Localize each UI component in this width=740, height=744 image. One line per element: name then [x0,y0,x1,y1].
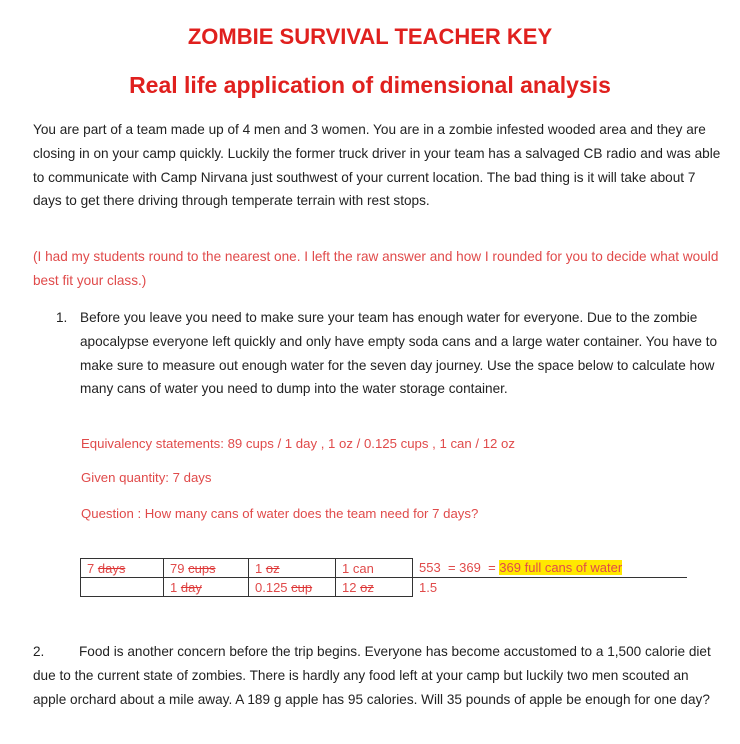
cell-unit-cancelled: oz [360,579,374,595]
result-cell: 1.5 [413,578,688,597]
table-cell [336,578,413,597]
cell-unit-cancelled: day [180,579,202,595]
table-cell [81,578,164,597]
table-cell: 1 can [336,559,413,578]
table-cell [164,559,249,578]
table-cell [164,578,249,597]
equals-sign: = [488,560,496,576]
teacher-note: (I had my students round to the nearest one. I left the raw answer and how I rounded for you to decide what would best fit your class.) [33,249,719,288]
cell-number: 12 [342,579,357,595]
cell-unit-cancelled: oz [265,560,280,576]
question-1-text: Before you leave you need to make sure your team has enough water for everyone. Due to the zombie apocalypse everyone left quickly and only have empty soda cans and a large water container. You have to make sure to measure out enough water for the seven day journey. Use the space below to calculate how many cans of water you need to dump into the water storage container. [80,310,718,397]
cell-unit-cancelled: cup [291,579,313,595]
table-cell [249,559,336,578]
question-2 [33,640,723,711]
cell-unit-cancelled: cups [188,560,216,576]
table-cell [249,578,336,597]
page-title: ZOMBIE SURVIVAL TEACHER KEY [187,24,553,49]
cell-unit-cancelled: days [97,560,126,576]
dimensional-analysis-table [80,558,687,597]
table-row [81,559,688,578]
cell-number: 1 [170,579,178,595]
equivalency-statements: Equivalency statements: 89 cups / 1 day , 1 oz / 0.125 cups , 1 can / 12 oz [81,436,515,451]
cell-number: 79 [170,560,185,576]
final-answer: 369 full cans of water [499,560,623,576]
question-1-number: 1. [56,310,68,325]
cell-number: 7 [87,560,95,576]
result-cell [413,559,688,578]
question-2-text: Food is another concern before the trip begins. Everyone has become accustomed to a 1,500 calorie diet due to the current state of zombies. There is hardly any food left at your camp but luckily two men scouted an apple orchard about a mile away. A 189 g apple has 95 calories. Will 35 pounds of apple be enough for one day? [33,644,711,707]
question-statement: Question : How many cans of water does the team need for 7 days? [81,506,479,521]
given-quantity: Given quantity: 7 days [81,470,212,485]
raw-result: 553 [419,560,441,576]
intro-paragraph: You are part of a team made up of 4 men and 3 women. You are in a zombie infested wooded area and they are closing in on your camp quickly. Luckily the former truck driver in your team has a salvaged CB radio and was able to communicate with Camp Nirvana just southwest of your current location. The bad thing is it will take about 7 days to get there driving through temperate terrain with rest stops. [33,122,721,209]
question-2-number: 2. [33,644,45,659]
page-subtitle: Real life application of dimensional analysis [129,72,611,98]
table-row [81,578,688,597]
cell-number: 1 [255,560,263,576]
cell-number: 0.125 [255,579,288,595]
table-cell [81,559,164,578]
rounded-result: = 369 [447,560,481,576]
